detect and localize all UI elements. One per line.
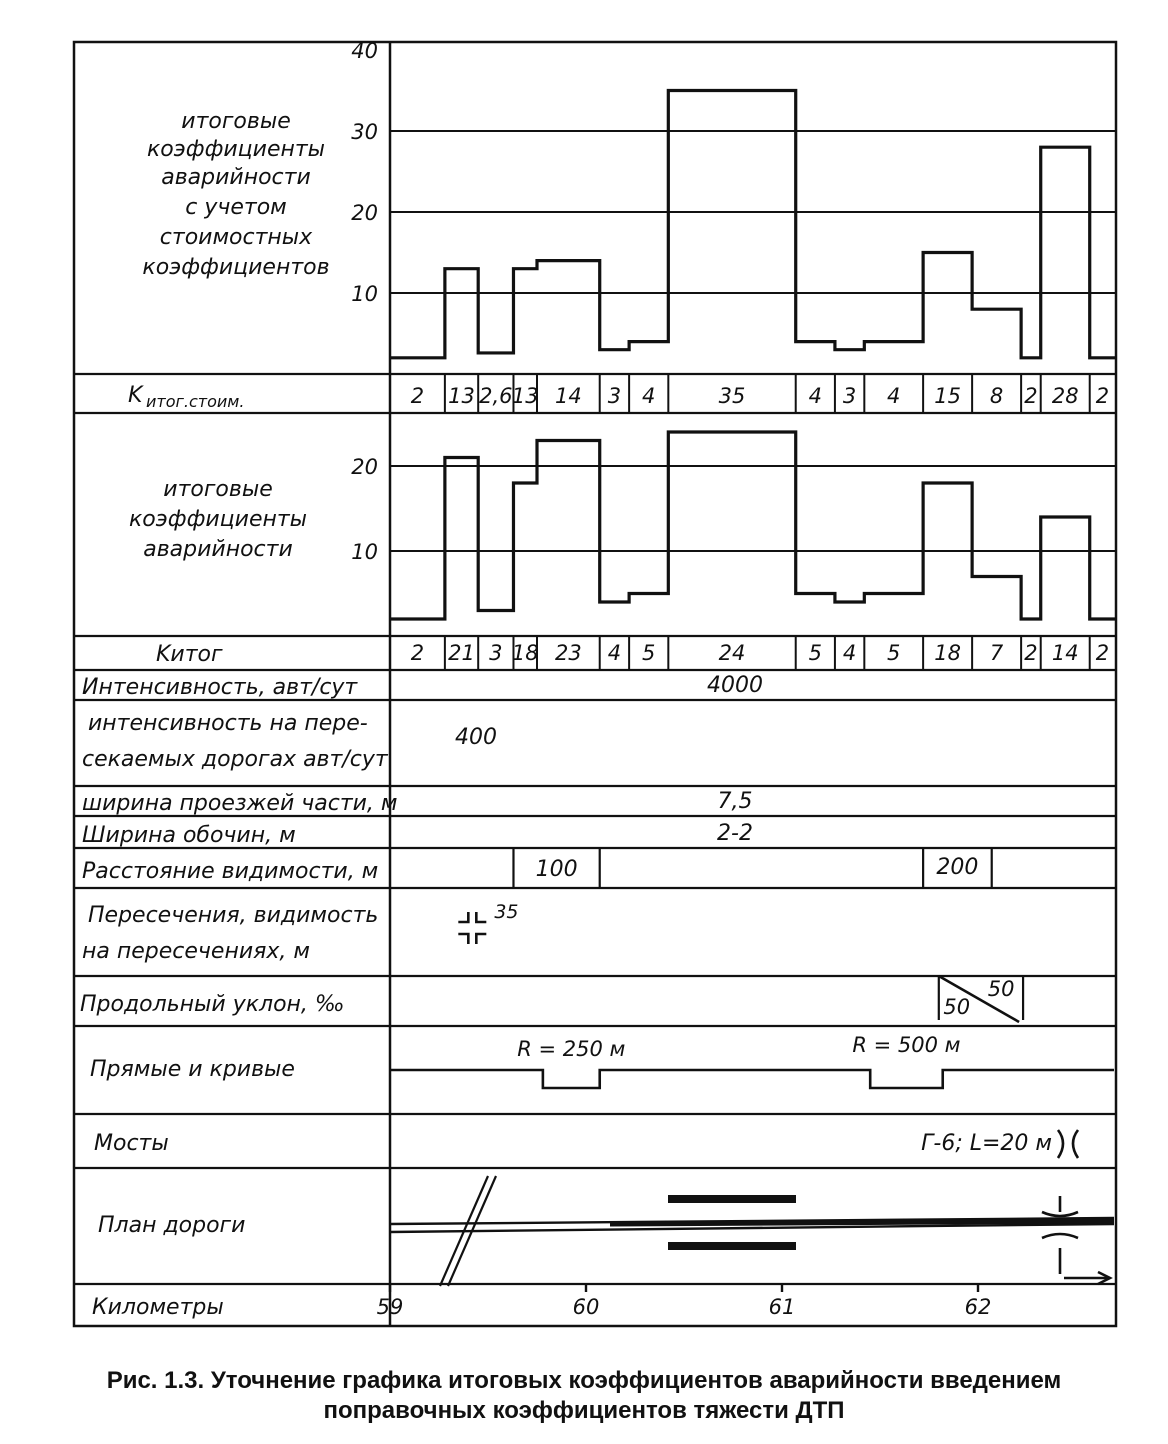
km-label: Километры xyxy=(92,1295,224,1320)
road-plan xyxy=(390,1176,1114,1286)
visibility-value-2: 200 xyxy=(936,855,979,880)
figure-caption xyxy=(0,1366,1168,1426)
grade-value-up: 50 xyxy=(987,977,1015,1001)
km-tick-label: 60 xyxy=(572,1295,600,1319)
km-tick-label: 61 xyxy=(768,1295,796,1319)
chart-a-tick-label: 10 xyxy=(351,282,378,306)
chart-b-cell-value: 2 xyxy=(410,641,425,665)
chart-a-tick-label: 40 xyxy=(351,39,378,63)
grade-value-down: 50 xyxy=(943,995,971,1019)
chart-a-cell-value: 4 xyxy=(642,384,656,408)
intensity-label: Интенсивность, авт/сут xyxy=(82,675,358,700)
chart-b-cell-value: 4 xyxy=(842,641,857,665)
bridges-label: Мосты xyxy=(94,1131,169,1156)
bridge-icon xyxy=(1058,1130,1078,1158)
chart-a-tick-label: 20 xyxy=(351,201,378,225)
visibility-label: Расстояние видимости, м xyxy=(82,859,379,884)
chart-a-cell-value: 13 xyxy=(511,384,539,408)
chart-a-title-line: коэффициентов xyxy=(142,255,330,280)
grade-marker xyxy=(939,976,1023,1022)
chart-a-cell-value: 2,6 xyxy=(479,384,513,408)
alignment-label: Прямые и кривые xyxy=(90,1057,295,1082)
chart-b-cell-value: 23 xyxy=(554,641,582,665)
kitog-label: Kитог xyxy=(156,642,223,667)
chart-a-title-line: аварийности xyxy=(161,165,311,190)
chart-b-cell-value: 18 xyxy=(511,641,539,665)
chart-a-cell-value: 2 xyxy=(410,384,425,408)
chart-b-cell-value: 5 xyxy=(642,641,656,665)
shoulders-value: 2-2 xyxy=(717,821,753,846)
shoulders-label: Ширина обочин, м xyxy=(82,823,296,848)
grade-label: Продольный уклон, ‰ xyxy=(80,992,345,1017)
caption-line-1: Рис. 1.3. Уточнение графика итоговых коэффициентов аварийности введением xyxy=(106,1367,1062,1394)
chart-a-title-line: с учетом xyxy=(185,195,287,220)
chart-a-title-line: стоимостных xyxy=(159,225,313,250)
bridge-description: Г-6; L=20 м xyxy=(921,1131,1052,1156)
chart-b-cell-value: 21 xyxy=(448,641,475,665)
chart-a-cell-value: 35 xyxy=(718,384,746,408)
chart-a-cell-value: 4 xyxy=(887,384,901,408)
chart-a-row-label xyxy=(128,383,244,411)
chart-b-cell-value: 3 xyxy=(489,641,503,665)
chart-b-tick-label: 20 xyxy=(351,455,378,479)
chart-a-cell-value: 3 xyxy=(842,384,857,408)
intersections-label: на пересечениях, м xyxy=(82,939,310,964)
chart-b-tick-label: 10 xyxy=(351,540,378,564)
cross-intensity-label: интенсивность на пере- xyxy=(88,711,368,736)
chart-a-ticks xyxy=(351,39,378,306)
chart-a-cell-value: 28 xyxy=(1051,384,1079,408)
plan-label: План дороги xyxy=(98,1213,246,1238)
chart-b-cell-value: 4 xyxy=(607,641,622,665)
chart-a-cell-value: 3 xyxy=(607,384,622,408)
chart-a-title xyxy=(142,109,329,280)
cross-intensity-value: 400 xyxy=(455,725,497,750)
chart-b-cell-value: 2 xyxy=(1095,641,1110,665)
chart-b-gridlines xyxy=(390,466,1116,551)
chart-a-cell-value: 4 xyxy=(808,384,823,408)
chart-a-cell-value: 14 xyxy=(554,384,582,408)
chart-b-value-cells xyxy=(411,636,1109,670)
chart-b-title xyxy=(129,477,307,562)
chart-b-cell-value: 5 xyxy=(808,641,823,665)
chart-a-cell-value: 2 xyxy=(1095,384,1110,408)
chart-a-gridlines xyxy=(390,131,1116,293)
intersections-label: Пересечения, видимость xyxy=(88,903,379,928)
chart-a-cell-value: 15 xyxy=(934,384,961,408)
cross-intensity-label: секаемых дорогах авт/сут xyxy=(82,747,388,772)
caption-line-2: поправочных коэффициентов тяжести ДТП xyxy=(323,1397,845,1424)
chart-a-cell-value: 8 xyxy=(989,384,1004,408)
km-tick-label: 59 xyxy=(376,1295,404,1319)
chart-b-cell-value: 18 xyxy=(934,641,961,665)
chart-b-cell-value: 2 xyxy=(1024,641,1038,665)
chart-b-cell-value: 5 xyxy=(887,641,901,665)
visibility-value-1: 100 xyxy=(535,857,578,882)
chart-b-step-line xyxy=(390,432,1115,619)
carriageway-value: 7,5 xyxy=(717,789,753,814)
curve-1-radius: R = 250 м xyxy=(517,1037,626,1061)
chart-b-title-line: коэффициенты xyxy=(128,507,308,532)
chart-a-cell-value: 13 xyxy=(448,384,475,408)
intensity-value: 4000 xyxy=(707,673,763,698)
chart-a-cell-value: 2 xyxy=(1024,384,1038,408)
chart-b-cell-value: 7 xyxy=(989,641,1004,665)
k-label-subscript: итог.стоим. xyxy=(146,392,245,411)
alignment-line xyxy=(390,1070,1114,1088)
intersection-visibility-value: 35 xyxy=(494,901,519,923)
chart-a-tick-label: 30 xyxy=(351,120,378,144)
chart-b-title-line: аварийности xyxy=(143,537,293,562)
visibility-segments xyxy=(513,848,991,888)
km-axis xyxy=(377,1284,992,1319)
curve-2-radius: R = 500 м xyxy=(852,1033,961,1057)
carriageway-label: ширина проезжей части, м xyxy=(82,791,398,816)
chart-a-title-line: коэффициенты xyxy=(146,137,326,162)
bridge-plan-icon xyxy=(1042,1196,1110,1284)
intersection-icon xyxy=(458,901,518,944)
km-tick-label: 62 xyxy=(964,1295,992,1319)
chart-b-cell-value: 24 xyxy=(718,641,746,665)
road-main-highlight xyxy=(610,1221,1114,1224)
chart-b-title-line: итоговые xyxy=(163,477,273,502)
k-label: K xyxy=(128,383,143,408)
chart-b-ticks xyxy=(351,455,378,564)
chart-a-title-line: итоговые xyxy=(181,109,291,134)
chart-b-cell-value: 14 xyxy=(1051,641,1079,665)
chart-a-value-cells xyxy=(411,374,1109,413)
